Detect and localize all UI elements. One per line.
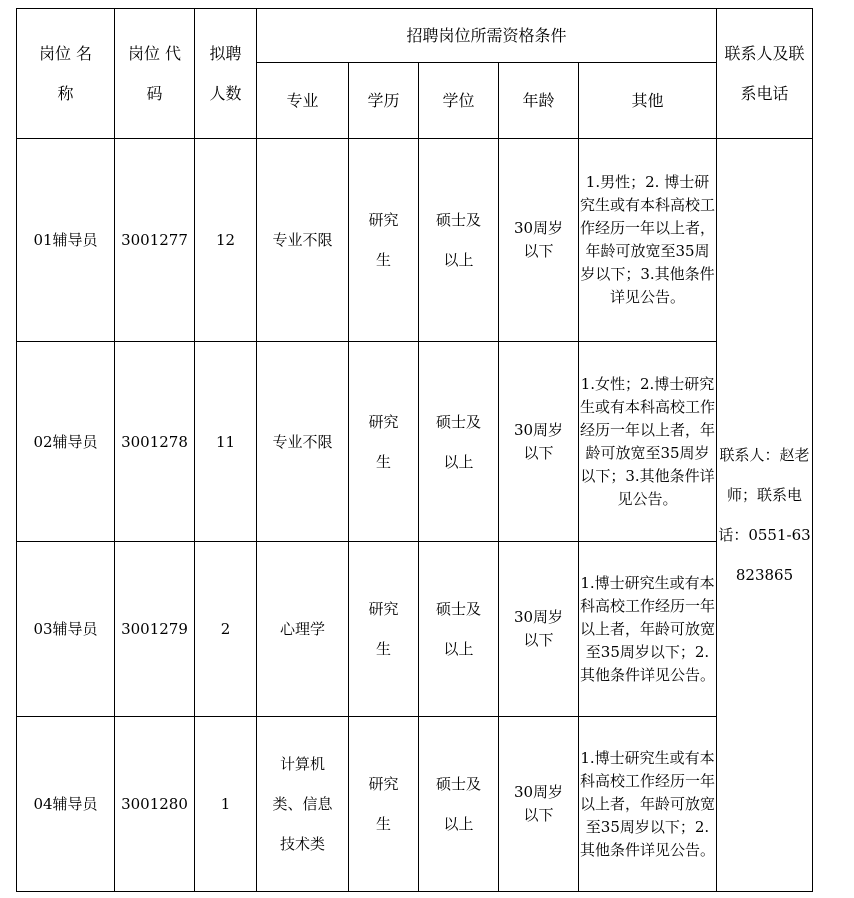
header-requirements: 招聘岗位所需资格条件 bbox=[257, 9, 717, 63]
header-major: 专业 bbox=[257, 63, 349, 139]
header-count: 拟聘人数 bbox=[195, 9, 257, 139]
education: 研究生 bbox=[349, 139, 419, 342]
hire-count: 12 bbox=[195, 139, 257, 342]
major: 专业不限 bbox=[257, 342, 349, 542]
header-position-name: 岗位 名称 bbox=[17, 9, 115, 139]
education: 研究生 bbox=[349, 717, 419, 892]
header-age: 年龄 bbox=[499, 63, 579, 139]
header-other: 其他 bbox=[579, 63, 717, 139]
position-name: 02辅导员 bbox=[17, 342, 115, 542]
table-row bbox=[17, 717, 813, 892]
table-row bbox=[17, 542, 813, 717]
other-requirements: 1.博士研究生或有本科高校工作经历一年以上者，年龄可放宽至35周岁以下；2.其他条件详见公告。 bbox=[579, 542, 717, 717]
degree: 硕士及以上 bbox=[419, 342, 499, 542]
header-degree: 学位 bbox=[419, 63, 499, 139]
age: 30周岁以下 bbox=[499, 139, 579, 342]
major: 心理学 bbox=[257, 542, 349, 717]
degree: 硕士及以上 bbox=[419, 717, 499, 892]
age: 30周岁以下 bbox=[499, 342, 579, 542]
position-name: 01辅导员 bbox=[17, 139, 115, 342]
hire-count: 2 bbox=[195, 542, 257, 717]
age: 30周岁以下 bbox=[499, 542, 579, 717]
header-position-code: 岗位 代码 bbox=[115, 9, 195, 139]
table-row bbox=[17, 342, 813, 542]
education: 研究生 bbox=[349, 342, 419, 542]
position-code: 3001279 bbox=[115, 542, 195, 717]
hire-count: 1 bbox=[195, 717, 257, 892]
degree: 硕士及以上 bbox=[419, 542, 499, 717]
age: 30周岁以下 bbox=[499, 717, 579, 892]
contact-info: 联系人：赵老师；联系电话：0551-63823865 bbox=[717, 139, 813, 892]
position-code: 3001278 bbox=[115, 342, 195, 542]
degree: 硕士及以上 bbox=[419, 139, 499, 342]
education: 研究生 bbox=[349, 542, 419, 717]
header-education: 学历 bbox=[349, 63, 419, 139]
other-requirements: 1.男性；2. 博士研究生或有本科高校工作经历一年以上者，年龄可放宽至35周岁以下；3.其他条件详见公告。 bbox=[579, 139, 717, 342]
position-code: 3001277 bbox=[115, 139, 195, 342]
table-row bbox=[17, 139, 813, 342]
recruitment-table bbox=[16, 8, 813, 892]
hire-count: 11 bbox=[195, 342, 257, 542]
major: 计算机类、信息技术类 bbox=[257, 717, 349, 892]
header-contact: 联系人及联系电话 bbox=[717, 9, 813, 139]
position-code: 3001280 bbox=[115, 717, 195, 892]
other-requirements: 1.博士研究生或有本科高校工作经历一年以上者，年龄可放宽至35周岁以下；2.其他条件详见公告。 bbox=[579, 717, 717, 892]
major: 专业不限 bbox=[257, 139, 349, 342]
position-name: 04辅导员 bbox=[17, 717, 115, 892]
other-requirements: 1.女性；2.博士研究生或有本科高校工作经历一年以上者，年龄可放宽至35周岁以下；3.其他条件详见公告。 bbox=[579, 342, 717, 542]
position-name: 03辅导员 bbox=[17, 542, 115, 717]
